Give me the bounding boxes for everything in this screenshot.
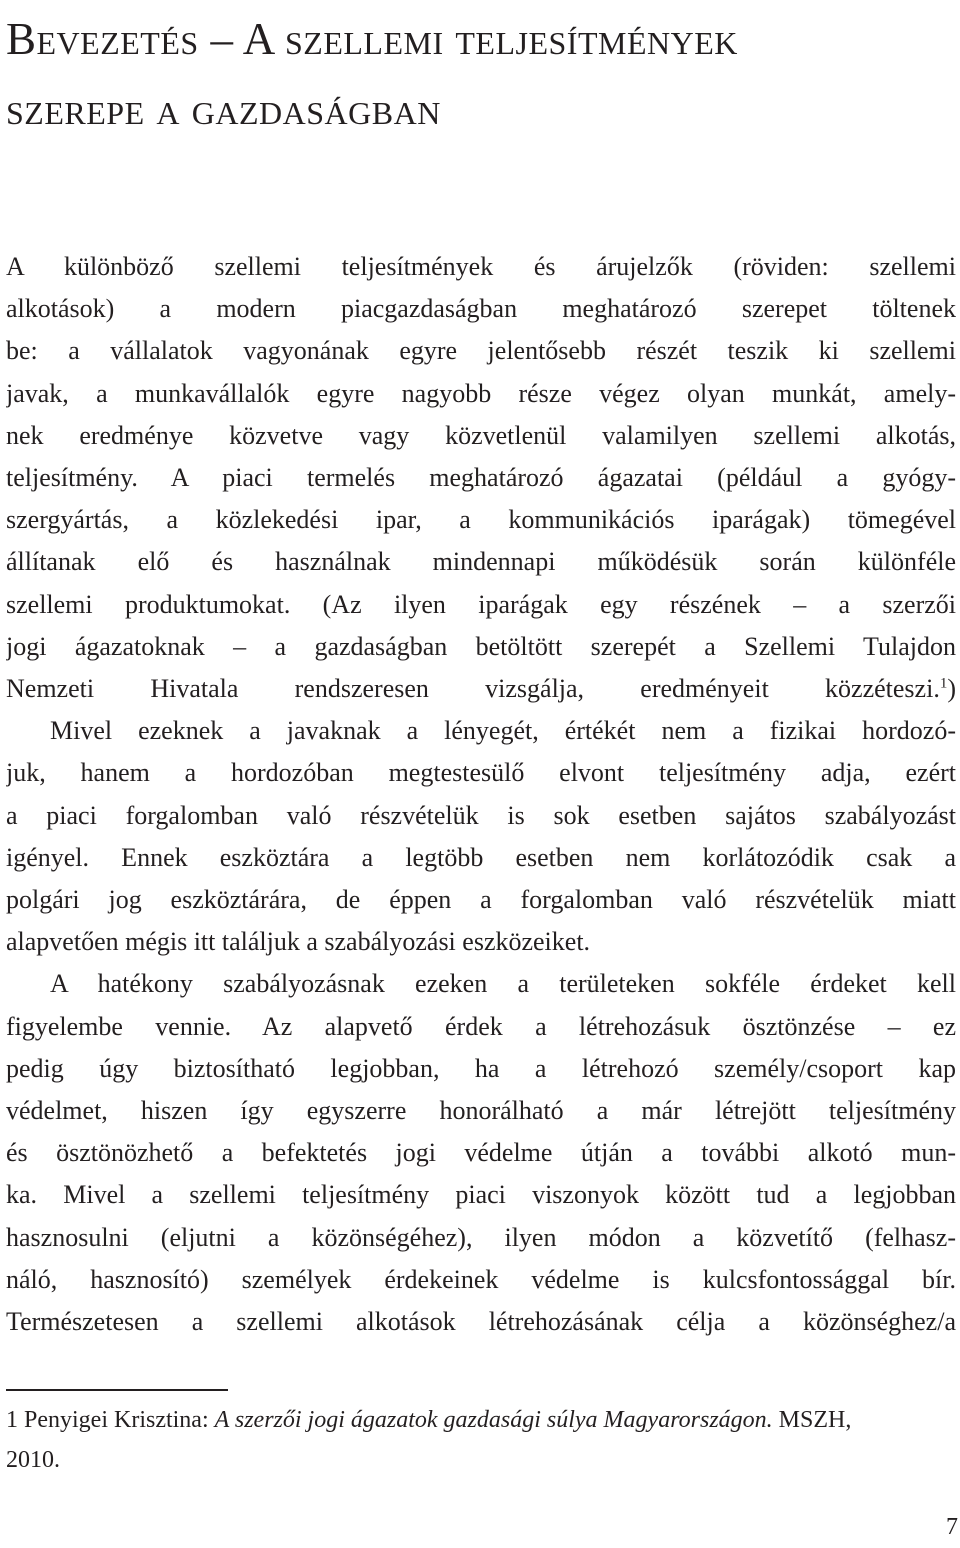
footnote bbox=[6, 1400, 956, 1480]
body-text bbox=[6, 246, 956, 1343]
text-line: szergyártás, a közlekedési ipar, a kommunikációs iparágak) tömegével bbox=[6, 505, 956, 535]
text-line: juk, hanem a hordozóban megtestesülő elvont teljesítmény adja, ezért bbox=[6, 758, 956, 788]
text-line: A hatékony szabályozásnak ezeken a területeken sokféle érdeket kell bbox=[50, 969, 956, 999]
text-line: figyelembe vennie. Az alapvető érdek a létrehozásuk ösztönzése – ez bbox=[6, 1011, 956, 1041]
footnote-publisher: MSZH, bbox=[778, 1407, 852, 1433]
paragraph-3 bbox=[6, 963, 956, 1343]
text-line: pedig úgy biztosítható legjobban, ha a létrehozó személy/csoport kap bbox=[6, 1053, 956, 1083]
text-line: Mivel ezeknek a javaknak a lényegét, értékét nem a fizikai hordozó- bbox=[50, 716, 956, 746]
footnote-year: 2010. bbox=[6, 1447, 60, 1473]
chapter-title bbox=[6, 4, 956, 144]
closing-parenthesis: ) bbox=[947, 674, 956, 704]
footnote-author: Penyigei Krisztina: bbox=[24, 1407, 209, 1433]
text-line: A különböző szellemi teljesítmények és árujelzők (röviden: szellemi bbox=[6, 252, 956, 281]
text-line: ka. Mivel a szellemi teljesítmény piaci viszonyok között tud a legjobban bbox=[6, 1180, 956, 1210]
text-line: hasznosulni (eljutni a közönségéhez), ilyen módon a közvetítő (felhasz- bbox=[6, 1222, 956, 1252]
footnote-number: 1 bbox=[6, 1407, 18, 1433]
page-number: 7 bbox=[946, 1514, 958, 1540]
paragraph-2 bbox=[6, 710, 956, 963]
text-line: alapvetően mégis itt találjuk a szabályozási eszközeiket. bbox=[6, 927, 591, 957]
text-line: javak, a munkavállalók egyre nagyobb része végez olyan munkát, amely- bbox=[6, 378, 956, 408]
book-page bbox=[6, 0, 958, 1548]
text-line: igényel. Ennek eszköztára a legtöbb esetben nem korlátozódik csak a bbox=[6, 842, 956, 872]
text-line: be: a vállalatok vagyonának egyre jelentősebb részét teszik ki szellemi bbox=[6, 336, 956, 366]
chapter-title-line-1: Bevezetés – A szellemi teljesítmények bbox=[6, 14, 738, 64]
text-line bbox=[6, 668, 956, 710]
text-line: és ösztönözhető a befektetés jogi védelme útján a további alkotó mun- bbox=[6, 1138, 956, 1168]
footnote-divider bbox=[6, 1389, 228, 1391]
text-line: náló, hasznosító) személyek érdekeinek védelme is kulcsfontossággal bír. bbox=[6, 1264, 956, 1294]
text-line: állítanak elő és használnak mindennapi működésük során különféle bbox=[6, 547, 956, 577]
text-line: a piaci forgalomban való részvételük is sok esetben sajátos szabályozást bbox=[6, 800, 956, 830]
text-line: jogi ágazatoknak – a gazdaságban betöltött szerepét a Szellemi Tulajdon bbox=[6, 631, 956, 661]
text-line: polgári jog eszköztárára, de éppen a forgalomban való részvételük miatt bbox=[6, 885, 956, 915]
text-line: Természetesen a szellemi alkotások létrehozásának célja a közönséghez/a bbox=[6, 1307, 956, 1337]
text-line-content: Nemzeti Hivatala rendszeresen vizsgálja, eredményeit közzéteszi. bbox=[6, 674, 940, 704]
text-line: teljesítmény. A piaci termelés meghatározó ágazatai (például a gyógy- bbox=[6, 463, 956, 493]
text-line: szellemi produktumokat. (Az ilyen iparágak egy részének – a szerzői bbox=[6, 589, 956, 619]
paragraph-1 bbox=[6, 246, 956, 710]
footnote-reference[interactable]: 1 bbox=[939, 675, 948, 692]
chapter-title-line-2: szerepe a gazdaságban bbox=[6, 84, 441, 134]
text-line: alkotások) a modern piacgazdaságban meghatározó szerepet töltenek bbox=[6, 294, 956, 324]
text-line: nek eredménye közvetve vagy közvetlenül valamilyen szellemi alkotás, bbox=[6, 420, 956, 450]
footnote-line bbox=[6, 1400, 956, 1440]
footnote-work-title: A szerzői jogi ágazatok gazdasági súlya Magyarországon. bbox=[214, 1407, 773, 1433]
text-line: védelmet, hiszen így egyszerre honorálható a már létrejött teljesítmény bbox=[6, 1096, 956, 1126]
